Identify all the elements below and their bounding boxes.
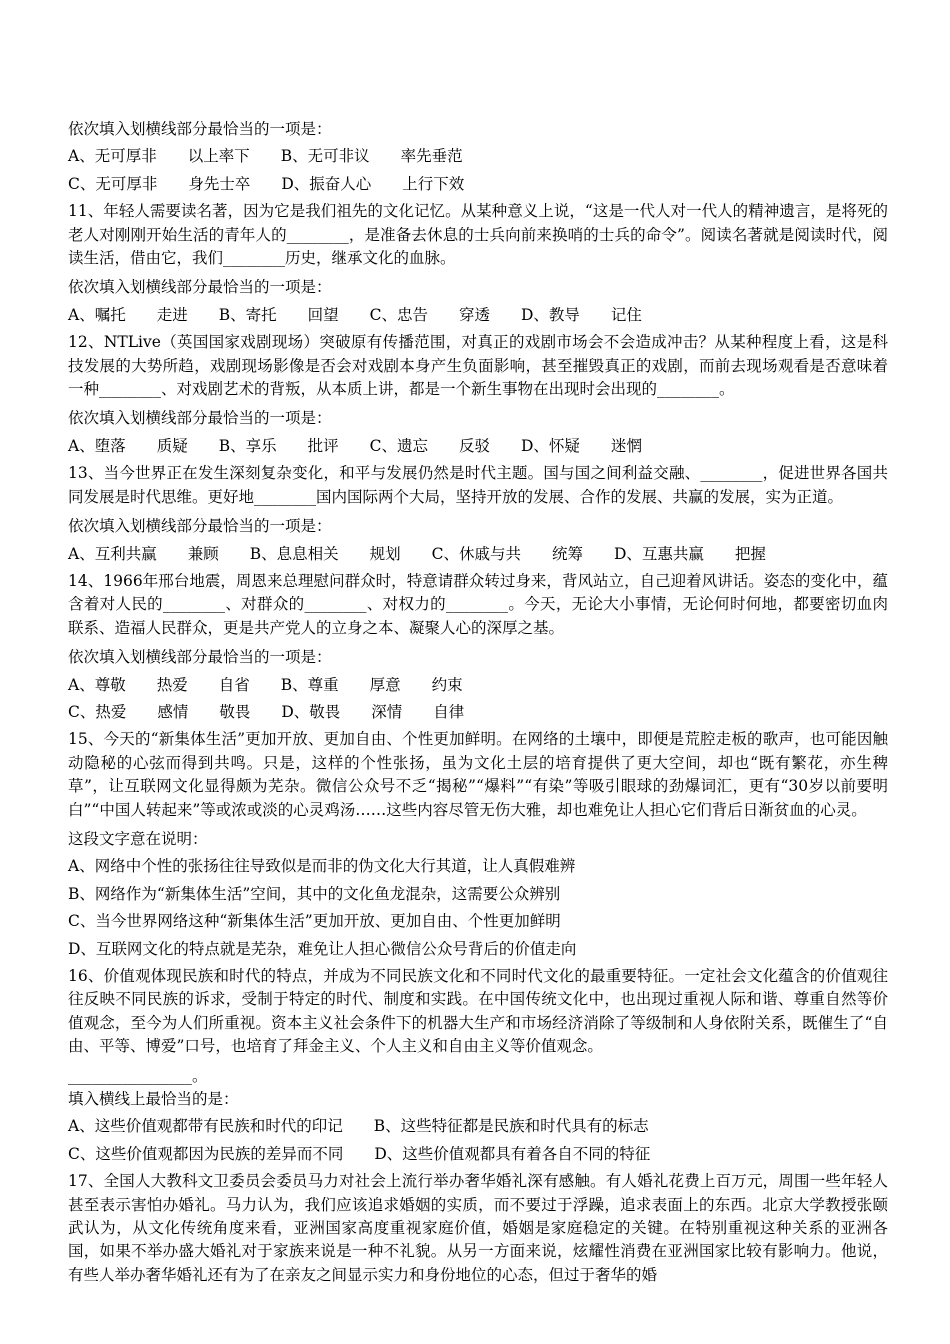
- answer-options: A、这些价值观都带有民族和时代的印记 B、这些特征都是民族和时代具有的标志: [68, 1117, 649, 1136]
- question-prompt: 依次填入划横线部分最恰当的一项是：: [68, 517, 332, 536]
- answer-options: C、这些价值观都因为民族的差异而不同 D、这些价值观都具有着各自不同的特征: [68, 1144, 651, 1163]
- question-11: 11、年轻人需要读名著，因为它是我们祖先的文化记忆。从某种意义上说，“这是一代人对一代人的精神遗言，是将死的老人对刚刚开始生活的青年人的________，是准备去休息的士兵向前来换哨的士兵的命令”。阅读名著就是阅读时代，阅读生活，借由它，我们________历史，继承文化的血脉。: [68, 202, 888, 268]
- question-13: 13、当今世界正在发生深刻复杂变化，和平与发展仍然是时代主题。国与国之间利益交融、________，促进世界各国共同发展是时代思维。更好地________国内国际两个大局，坚持开放的发展、合作的发展、共赢的发展，实为正道。: [68, 464, 888, 506]
- answer-options: C、无可厚非 身先士卒 D、振奋人心 上行下效: [68, 174, 465, 193]
- answer-option: A、网络中个性的张扬往往导致似是而非的伪文化大行其道，让人真假难辨: [68, 857, 576, 876]
- answer-options: A、嘱托 走进 B、寄托 回望 C、忠告 穿透 D、教导 记住: [68, 305, 642, 324]
- question-prompt: 依次填入划横线部分最恰当的一项是：: [68, 648, 332, 667]
- answer-option: B、网络作为“新集体生活”空间，其中的文化鱼龙混杂，这需要公众辨别: [68, 884, 561, 903]
- answer-options: A、堕落 质疑 B、享乐 批评 C、遗忘 反驳 D、怀疑 迷惘: [68, 436, 642, 455]
- question-prompt: 填入横线上最恰当的是：: [68, 1090, 239, 1109]
- fill-blank-line: ________________。: [68, 1066, 208, 1085]
- question-prompt: 依次填入划横线部分最恰当的一项是：: [68, 409, 332, 428]
- question-16: 16、价值观体现民族和时代的特点，并成为不同民族文化和不同时代文化的最重要特征。一定社会文化蕴含的价值观往往反映不同民族的诉求，受制于特定的时代、制度和实践。在中国传统文化中，也出现过重视人际和谐、尊重自然等价值观念，至今为人们所重视。资本主义社会条件下的机器大生产和市场经济消除了等级制和人身依附关系，既催生了“自由、平等、博爱”口号，也培育了拜金主义、个人主义和自由主义等价值观念。: [68, 967, 888, 1056]
- question-prompt: 依次填入划横线部分最恰当的一项是：: [68, 278, 332, 297]
- document-page: [68, 118, 888, 1293]
- question-prompt: 这段文字意在说明：: [68, 829, 208, 848]
- question-12: 12、NTLive（英国国家戏剧现场）突破原有传播范围，对真正的戏剧市场会不会造成冲击？从某种程度上看，这是科技发展的大势所趋，戏剧现场影像是否会对戏剧本身产生负面影响，甚至摧毁真正的戏剧，而前去现场观看是否意味着一种________、对戏剧艺术的背叛，从本质上讲，都是一个新生事物在出现时会出现的________。: [68, 333, 888, 399]
- question-15: 15、今天的“新集体生活”更加开放、更加自由、个性更加鲜明。在网络的土壤中，即便是荒腔走板的歌声，也可能因触动隐秘的心弦而得到共鸣。只是，这样的个性张扬，虽为文化土层的培育提供了更大空间，却也“既有繁花，亦生稗草”，让互联网文化显得颇为芜杂。微信公众号不乏“揭秘”“爆料”“有染”等吸引眼球的劲爆词汇，更有“30岁以前要明白”“中国人转起来”等或浓或淡的心灵鸡汤……这些内容尽管无伤大雅，却也难免让人担心它们背后日渐贫血的心灵。: [68, 730, 888, 819]
- question-prompt: 依次填入划横线部分最恰当的一项是：: [68, 120, 332, 138]
- question-17: 17、全国人大教科文卫委员会委员马力对社会上流行举办奢华婚礼深有感触。有人婚礼花费上百万元，周围一些年轻人甚至表示害怕办婚礼。马力认为，我们应该追求婚姻的实质，而不要过于浮躁，追求表面上的东西。北京大学教授张颐武认为，从文化传统角度来看，亚洲国家高度重视家庭价值，婚姻是家庭稳定的关键。在特别重视这种关系的亚洲各国，如果不举办盛大婚礼对于家族来说是一种不礼貌。从另一方面来说，炫耀性消费在亚洲国家比较有影响力。他说，有些人举办奢华婚礼还有为了在亲友之间显示实力和身份地位的心态，但过于奢华的婚: [68, 1172, 888, 1284]
- answer-options: A、互利共赢 兼顾 B、息息相关 规划 C、休戚与共 统筹 D、互惠共赢 把握: [68, 544, 766, 563]
- answer-options: A、无可厚非 以上率下 B、无可非议 率先垂范: [68, 147, 463, 166]
- question-14: 14、1966年邢台地震，周恩来总理慰问群众时，特意请群众转过身来，背风站立，自己迎着风讲话。姿态的变化中，蕴含着对人民的________、对群众的________、对权力的________。今天，无论大小事情，无论何时何地，都要密切血肉联系、造福人民群众，更是共产党人的立身之本、凝聚人心的深厚之基。: [68, 571, 888, 637]
- answer-options: A、尊敬 热爱 自省 B、尊重 厚意 约束: [68, 675, 463, 694]
- answer-option: D、互联网文化的特点就是芜杂，难免让人担心微信公众号背后的价值走向: [68, 939, 577, 958]
- answer-option: C、当今世界网络这种“新集体生活”更加开放、更加自由、个性更加鲜明: [68, 912, 561, 931]
- answer-options: C、热爱 感情 敬畏 D、敬畏 深情 自律: [68, 702, 465, 721]
